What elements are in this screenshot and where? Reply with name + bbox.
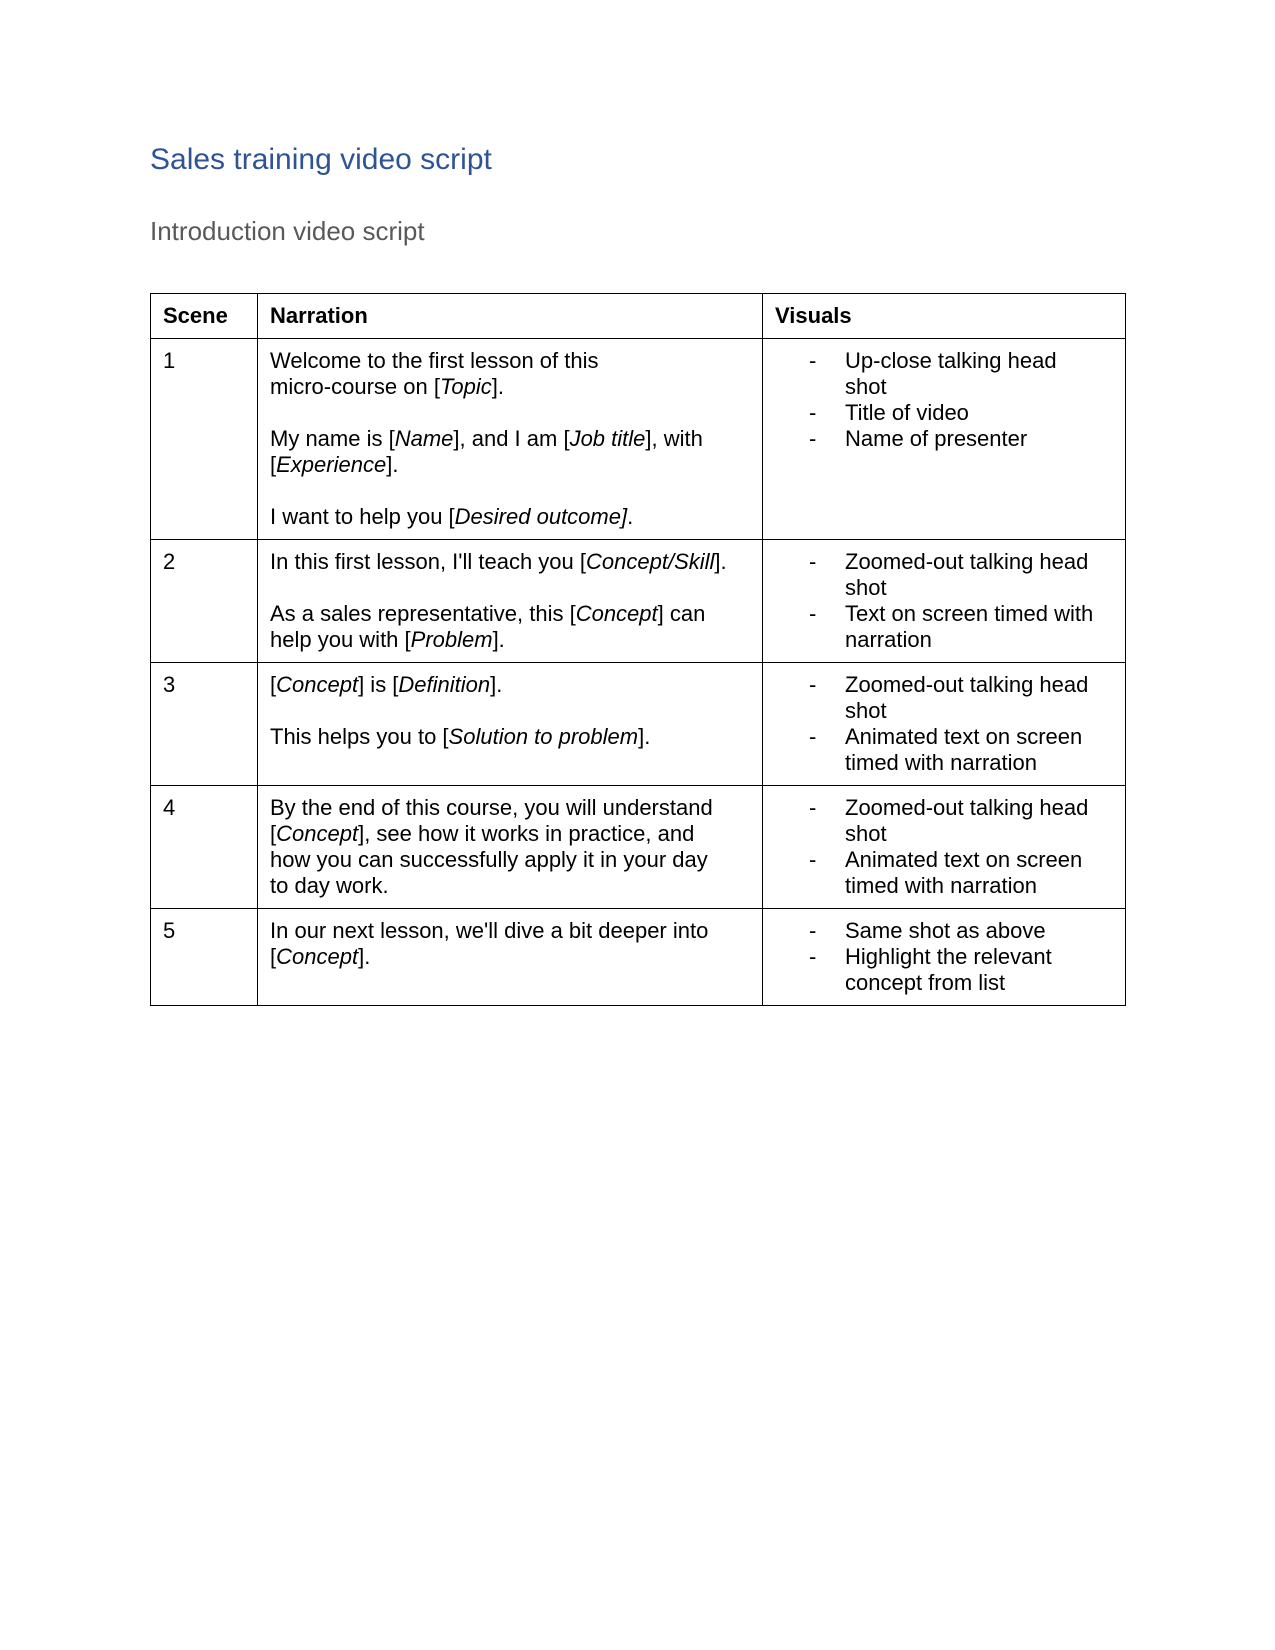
dash-bullet-icon: - [809, 918, 817, 944]
visuals-list-item: - Title of video [809, 400, 969, 426]
dash-bullet-icon: - [809, 348, 817, 374]
dash-bullet-icon: - [809, 724, 817, 750]
visuals-cell [763, 663, 1126, 786]
dash-bullet-icon: - [809, 400, 817, 426]
narration-cell [258, 663, 763, 786]
table-row-scene-5 [151, 909, 1126, 1006]
scene-number-cell: 3 [151, 663, 258, 786]
document-title: Sales training video script [150, 143, 492, 176]
visuals-cell [763, 786, 1126, 909]
narration-cell [258, 786, 763, 909]
dash-bullet-icon: - [809, 672, 817, 698]
table-row-scene-1 [151, 339, 1126, 540]
visuals-cell [763, 339, 1126, 540]
narration-cell [258, 909, 763, 1006]
scene-number-cell: 2 [151, 540, 258, 663]
visuals-list [775, 672, 1113, 776]
narration-paragraph: In this first lesson, I'll teach you [Concept/Skill]. [270, 549, 727, 575]
visuals-list [775, 795, 1113, 899]
narration-paragraph: In our next lesson, we'll dive a bit deeper into [Concept]. [270, 918, 709, 970]
visuals-list-item: - Zoomed-out talking head shot [809, 672, 1089, 724]
table-row-scene-2 [151, 540, 1126, 663]
dash-bullet-icon: - [809, 601, 817, 627]
column-header-visuals: Visuals [763, 294, 1126, 339]
narration-paragraph: By the end of this course, you will understand [Concept], see how it works in practice, and how you can successfully apply it in your day to day work. [270, 795, 713, 899]
scene-number-cell: 4 [151, 786, 258, 909]
narration-paragraph: [Concept] is [Definition]. [270, 672, 503, 698]
narration-paragraph: As a sales representative, this [Concept] can help you with [Problem]. [270, 601, 706, 653]
column-header-narration: Narration [258, 294, 763, 339]
visuals-cell [763, 909, 1126, 1006]
visuals-list-item: - Animated text on screen timed with narration [809, 724, 1083, 776]
dash-bullet-icon: - [809, 944, 817, 970]
table-row-scene-3 [151, 663, 1126, 786]
section-heading: Introduction video script [150, 216, 425, 246]
dash-bullet-icon: - [809, 549, 817, 575]
visuals-list-item: - Text on screen timed with narration [809, 601, 1094, 653]
scene-number-cell: 5 [151, 909, 258, 1006]
visuals-list-item: - Name of presenter [809, 426, 1028, 452]
visuals-cell [763, 540, 1126, 663]
table-row-scene-4 [151, 786, 1126, 909]
table-header-row [151, 294, 1126, 339]
narration-paragraph: This helps you to [Solution to problem]. [270, 724, 651, 750]
script-table [150, 293, 1126, 1006]
dash-bullet-icon: - [809, 426, 817, 452]
visuals-list [775, 549, 1113, 653]
dash-bullet-icon: - [809, 795, 817, 821]
scene-number-cell: 1 [151, 339, 258, 540]
narration-paragraph: Welcome to the first lesson of this micro-course on [Topic]. [270, 348, 599, 400]
visuals-list-item: - Highlight the relevant concept from list [809, 944, 1052, 996]
narration-paragraph: I want to help you [Desired outcome]. [270, 504, 634, 530]
visuals-list [775, 918, 1113, 996]
dash-bullet-icon: - [809, 847, 817, 873]
narration-cell [258, 540, 763, 663]
narration-cell [258, 339, 763, 540]
visuals-list [775, 348, 1113, 452]
narration-paragraph: My name is [Name], and I am [Job title], with [Experience]. [270, 426, 703, 478]
visuals-list-item: - Up-close talking head shot [809, 348, 1057, 400]
visuals-list-item: - Zoomed-out talking head shot [809, 549, 1089, 601]
column-header-scene: Scene [151, 294, 258, 339]
visuals-list-item: - Zoomed-out talking head shot [809, 795, 1089, 847]
visuals-list-item: - Animated text on screen timed with narration [809, 847, 1083, 899]
visuals-list-item: - Same shot as above [809, 918, 1046, 944]
